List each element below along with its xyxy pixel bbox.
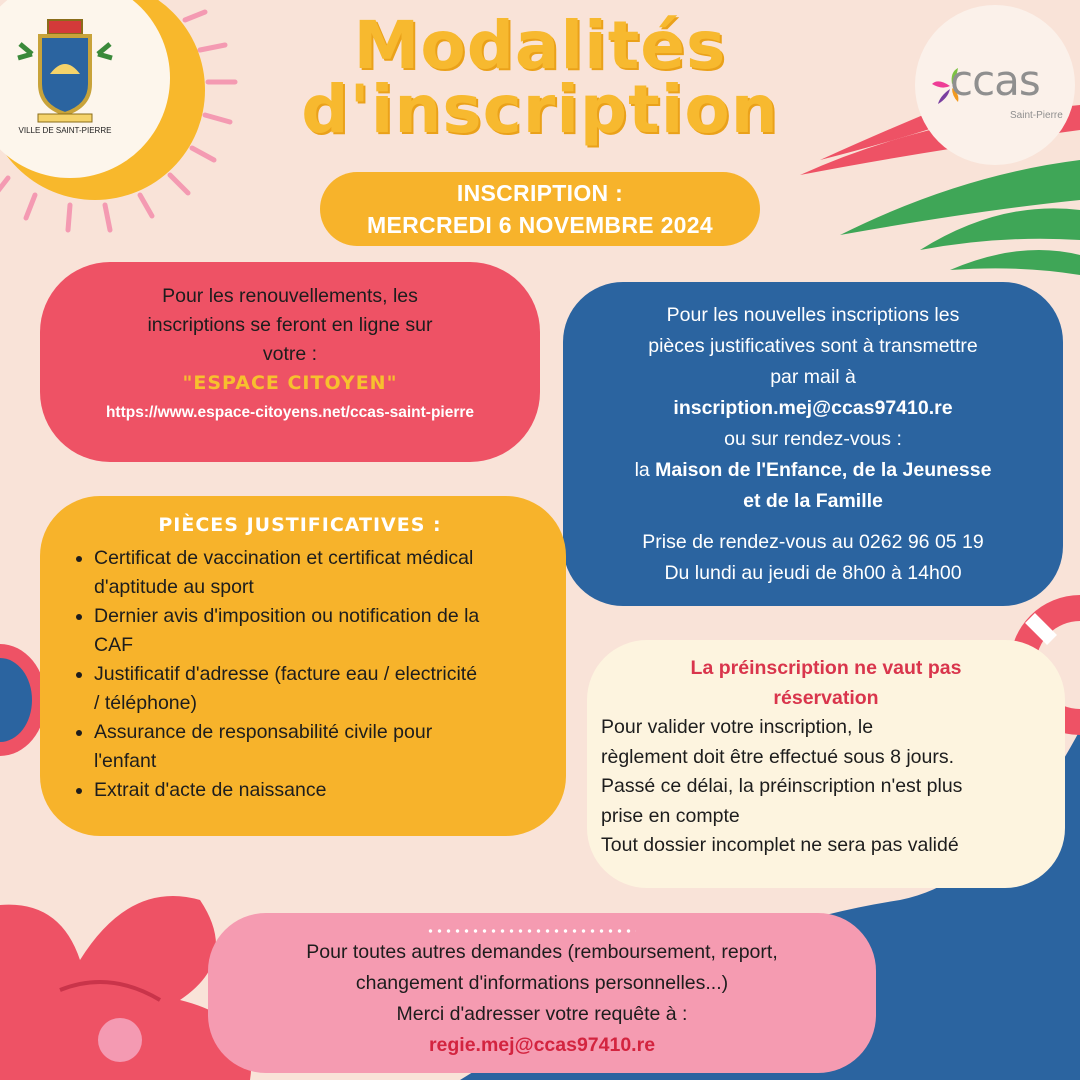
saint-pierre-coat-of-arms-logo [10, 14, 120, 144]
renewals-text-line-2: inscriptions se feront en ligne sur [147, 314, 433, 336]
logo-caption: VILLE DE SAINT-PIERRE [18, 126, 112, 135]
title-line-2: d'inscription [301, 71, 779, 148]
date-banner-line-2: MERCREDI 6 NOVEMBRE 2024 [367, 212, 713, 238]
notice-line: Tout dossier incomplet ne sera pas validé [601, 834, 959, 856]
regie-email-link[interactable]: regie.mej@ccas97410.re [428, 1034, 656, 1056]
appointment-hours: Du lundi au jeudi de 8h00 à 14h00 [664, 562, 962, 584]
list-item: • Extrait d'acte de naissance [94, 776, 546, 805]
ccas-logo [930, 56, 1070, 124]
new-registrations-line-4: ou sur rendez-vous : [724, 428, 902, 450]
notice-line: règlement doit être effectué sous 8 jours. [601, 745, 955, 768]
other-requests-line-2: changement d'informations personnelles...) [355, 972, 729, 994]
other-requests-line-1: Pour toutes autres demandes (remboursement, report, [306, 941, 778, 963]
list-item: • Certificat de vaccination et certificat médical d'aptitude au sport [94, 544, 546, 602]
renewals-text-line-3: votre : [262, 343, 318, 365]
place-prefix: la [634, 459, 656, 481]
notice-line: prise en compte [601, 804, 740, 827]
registration-date-banner [320, 172, 760, 246]
ccas-logo-text: ccas [950, 56, 1040, 105]
notice-line: Passé ce délai, la préinscription n'est plus [601, 775, 963, 797]
warning-line-2: réservation [773, 686, 879, 709]
new-registrations-card [563, 282, 1063, 606]
supporting-documents-heading: PIÈCES JUSTIFICATIVES : [158, 514, 442, 536]
place-name-line-2: et de la Famille [743, 490, 883, 512]
list-item: • Assurance de responsabilité civile pour l'enfant [94, 718, 546, 776]
dotted-divider [426, 929, 636, 933]
ccas-logo-subtitle: Saint-Pierre [1010, 110, 1063, 121]
warning-line-1: La préinscription ne vaut pas [690, 657, 962, 679]
inscription-email-link[interactable]: inscription.mej@ccas97410.re [673, 397, 953, 419]
coat-of-arms-icon [10, 14, 120, 126]
list-item: • Dernier avis d'imposition ou notification de la CAF [94, 602, 546, 660]
supporting-documents-list [74, 544, 546, 805]
new-registrations-line-1: Pour les nouvelles inscriptions les [666, 304, 960, 326]
page-title [240, 7, 840, 148]
appointment-phone: Prise de rendez-vous au 0262 96 05 19 [642, 531, 984, 553]
date-banner-line-1: INSCRIPTION : [456, 180, 624, 206]
renewals-text-line-1: Pour les renouvellements, les [162, 285, 418, 307]
notice-line: Pour valider votre inscription, le [601, 716, 874, 738]
espace-citoyen-link[interactable]: https://www.espace-citoyens.net/ccas-saint-pierre [105, 404, 475, 421]
palm-leaves-decoration [800, 5, 1080, 275]
supporting-documents-card [40, 496, 566, 836]
preregistration-notice-card [587, 640, 1065, 888]
other-requests-card [208, 913, 876, 1073]
place-name-line-1: Maison de l'Enfance, de la Jeunesse [655, 459, 992, 481]
new-registrations-line-2: pièces justificatives sont à transmettre [648, 335, 978, 357]
notice-body [587, 713, 1065, 861]
list-item: • Justificatif d'adresse (facture eau / electricité / téléphone) [94, 660, 546, 718]
other-requests-line-3: Merci d'adresser votre requête à : [396, 1003, 688, 1025]
title-line-1: Modalités [353, 7, 727, 84]
new-registrations-line-3: par mail à [770, 366, 856, 388]
espace-citoyen-label: "ESPACE CITOYEN" [182, 372, 398, 394]
renewals-card [40, 262, 540, 462]
